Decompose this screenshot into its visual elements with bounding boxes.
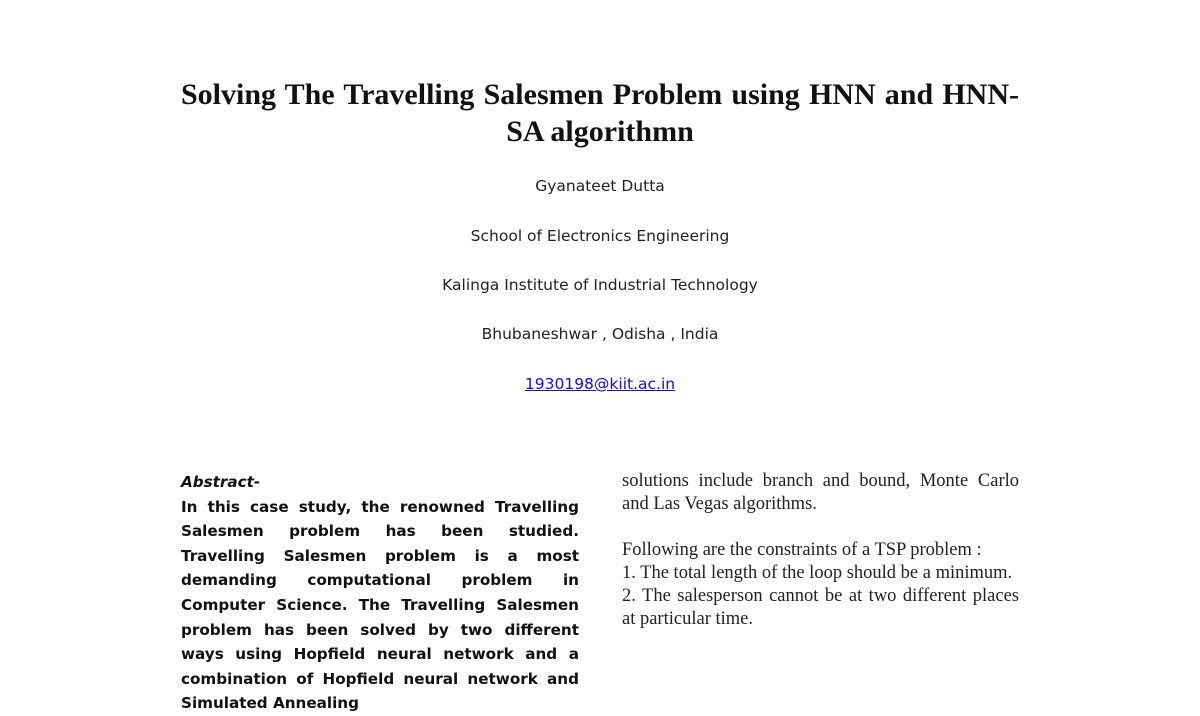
abstract-heading: Abstract- (181, 473, 261, 491)
paragraph-gap (622, 516, 1019, 539)
author-email-line (0, 374, 1200, 394)
paper-title: Solving The Travelling Salesmen Problem using HNN and HNN-SA algorithmn (181, 78, 1019, 148)
constraint-item: 1. The total length of the loop should be a minimum. (622, 563, 1013, 583)
author-name: Gyanateet Dutta (535, 177, 665, 195)
left-column (181, 470, 579, 716)
author-email-link[interactable]: 1930198@kiit.ac.in (524, 375, 676, 393)
author-department: School of Electronics Engineering (470, 227, 730, 245)
body-paragraph: solutions include branch and bound, Monte Carlo and Las Vegas algorithms. (622, 471, 1019, 514)
right-column (622, 470, 1019, 631)
constraints-intro: Following are the constraints of a TSP problem : (622, 540, 982, 560)
constraint-item: 2. The salesperson cannot be at two different places at particular time. (622, 586, 1019, 629)
abstract-text: In this case study, the renowned Travelling Salesmen problem has been studied. Travelling Salesmen problem is a most demanding computational problem in Computer Science. The Travelling Salesmen problem has been solved by two different ways using Hopfield neural network and a combination of Hopfield neural network and Simulated Annealing (181, 497, 579, 713)
author-institution: Kalinga Institute of Industrial Technology (442, 276, 758, 294)
author-location: Bhubaneshwar , Odisha , India (481, 325, 719, 343)
